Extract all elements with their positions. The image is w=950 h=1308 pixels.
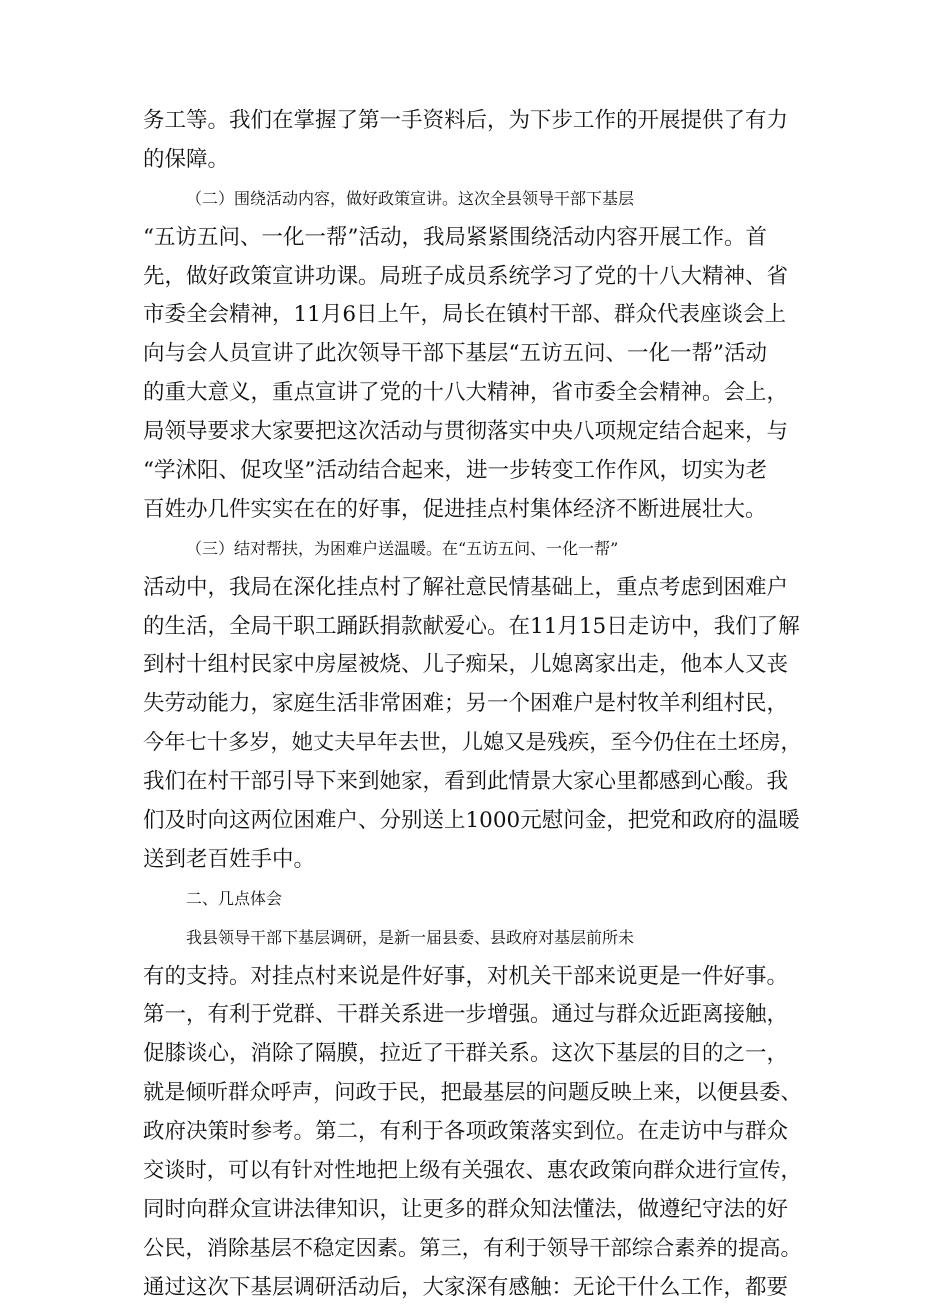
text-line: 局领导要求大家要把这次活动与贯彻落实中央八项规定结合起来，与: [143, 419, 789, 445]
text-line: 先，做好政策宣讲功课。局班子成员系统学习了党的十八大精神、省: [143, 263, 789, 289]
text-line: 百姓办几件实实在在的好事，促进挂点村集体经济不断进展壮大。: [143, 496, 767, 522]
text-line: 的重大意义，重点宣讲了党的十八大精神，省市委全会精神。会上，: [143, 380, 789, 406]
text-line: 通过这次下基层调研活动后，大家深有感触：无论干什么工作，都要: [143, 1274, 789, 1300]
text-line: 市委全会精神，11月6日上午，局长在镇村干部、群众代表座谈会上: [143, 302, 787, 328]
text-line: 第一，有利于党群、干群关系进一步增强。通过与群众近距离接触，: [143, 1002, 789, 1028]
document-body: [143, 102, 807, 1308]
text-line: 失劳动能力，家庭生活非常困难；另一个困难户是村牧羊利组村民，: [143, 691, 789, 717]
text-line: 有的支持。对挂点村来说是件好事，对机关干部来说更是一件好事。: [143, 963, 789, 989]
text-line: 的生活，全局干职工踊跃捐款献爱心。在11月15日走访中，我们了解: [143, 613, 800, 639]
text-line: 的保障。: [143, 146, 230, 172]
text-line: 向与会人员宣讲了此次领导干部下基层“五访五问、一化一帮”活动: [143, 341, 767, 367]
text-line: 二、几点体会: [186, 888, 283, 908]
text-line: 促膝谈心，消除了隔膜，拉近了干群关系。这次下基层的目的之一，: [143, 1041, 789, 1067]
text-line: 公民，消除基层不稳定因素。第三，有利于领导干部综合素养的提高。: [143, 1235, 802, 1261]
text-line: 我县领导干部下基层调研，是新一届县委、县政府对基层前所未: [186, 927, 635, 947]
text-line: 送到老百姓手中。: [143, 846, 316, 872]
text-line: （三）结对帮扶，为困难户送温暖。在“五访五问、一化一帮”: [186, 538, 619, 558]
text-line: 们及时向这两位困难户、分别送上1000元慰问金，把党和政府的温暖: [143, 808, 800, 834]
text-line: 政府决策时参考。第二，有利于各项政策落实到位。在走访中与群众: [143, 1119, 789, 1145]
text-line: 今年七十多岁，她丈夫早年去世，儿媳又是残疾，至今仍住在土坯房，: [143, 730, 802, 756]
text-line: “五访五问、一化一帮”活动，我局紧紧围绕活动内容开展工作。首: [143, 224, 767, 250]
text-line: 务工等。我们在掌握了第一手资料后，为下步工作的开展提供了有力: [143, 108, 789, 133]
text-line: 就是倾听群众呼声，问政于民，把最基层的问题反映上来，以便县委、: [143, 1080, 802, 1106]
text-line: 我们在村干部引导下来到她家，看到此情景大家心里都感到心酸。我: [143, 769, 789, 795]
text-line: “学沭阳、促攻坚”活动结合起来，进一步转变工作作风，切实为老: [143, 458, 767, 484]
text-line: 同时向群众宣讲法律知识，让更多的群众知法懂法，做遵纪守法的好: [143, 1196, 789, 1222]
text-line: 到村十组村民家中房屋被烧、儿子痴呆，儿媳离家出走，他本人又丧: [143, 652, 789, 678]
text-line: 交谈时，可以有针对性地把上级有关强农、惠农政策向群众进行宣传，: [143, 1158, 802, 1184]
text-line: （二）围绕活动内容，做好政策宣讲。这次全县领导干部下基层: [186, 188, 635, 208]
text-line: 活动中，我局在深化挂点村了解社意民情基础上，重点考虑到困难户: [143, 574, 789, 600]
